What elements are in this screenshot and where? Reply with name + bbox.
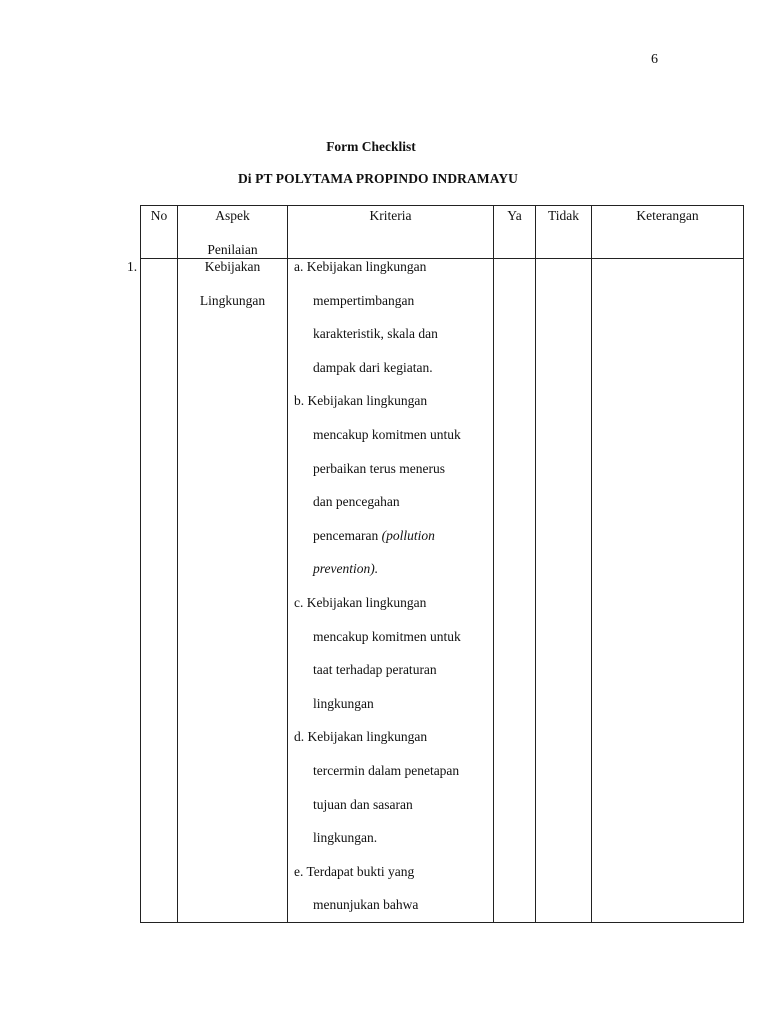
kriteria-b-line2: mencakup komitmen untuk [313, 426, 461, 442]
header-no [141, 206, 178, 259]
aspek-line1: Kebijakan [204, 259, 261, 274]
kriteria-c-line2: mencakup komitmen untuk [313, 628, 461, 644]
kriteria-c-line3: taat terhadap peraturan [313, 662, 437, 678]
row-number: 1. [127, 259, 138, 274]
kriteria-b-line3: perbaikan terus menerus [313, 460, 445, 476]
cell-aspek [178, 259, 288, 923]
header-tidak [536, 206, 592, 259]
header-tidak-label: Tidak [547, 208, 579, 223]
kriteria-c-line1: c. Kebijakan lingkungan [294, 594, 427, 610]
header-ya [494, 206, 536, 259]
kriteria-item-e [294, 855, 493, 922]
kriteria-b-line1: b. Kebijakan lingkungan [294, 393, 428, 409]
kriteria-b-line4: dan pencegahan [313, 494, 400, 510]
kriteria-a-line2: mempertimbangan [313, 292, 415, 308]
cell-tidak [536, 259, 592, 923]
table-row [141, 259, 744, 923]
header-ya-label: Ya [507, 208, 522, 223]
kriteria-b-line5-italic: (pollution [381, 527, 435, 543]
aspek-line2: Lingkungan [199, 292, 266, 308]
kriteria-item-c [294, 586, 493, 720]
kriteria-item-b [294, 384, 493, 586]
kriteria-c-line4: lingkungan [313, 695, 374, 711]
header-keterangan-label: Keterangan [636, 208, 699, 223]
checklist-table [127, 205, 744, 923]
kriteria-b-line5 [294, 519, 493, 553]
header-keterangan [592, 206, 744, 259]
kriteria-item-a [294, 250, 493, 384]
kriteria-e-line2: menunjukan bahwa [313, 897, 419, 913]
form-subtitle: Di PT POLYTAMA PROPINDO INDRAMAYU [237, 171, 519, 186]
kriteria-d-line4: lingkungan. [313, 830, 378, 846]
kriteria-d-line1: d. Kebijakan lingkungan [294, 729, 428, 745]
kriteria-e-line1: e. Terdapat bukti yang [294, 863, 415, 879]
kriteria-a-line3: karakteristik, skala dan [313, 326, 438, 342]
kriteria-a-line4: dampak dari kegiatan. [313, 359, 433, 375]
header-aspek-line1: Aspek [215, 208, 250, 223]
cell-ya [494, 259, 536, 923]
kriteria-item-d [294, 720, 493, 854]
kriteria-a-line1: a. Kebijakan lingkungan [294, 259, 427, 274]
form-title: Form Checklist [326, 139, 416, 154]
kriteria-d-line3: tujuan dan sasaran [313, 796, 413, 812]
page-number: 6 [651, 52, 658, 67]
kriteria-list [288, 250, 493, 922]
cell-kriteria [288, 259, 494, 923]
cell-keterangan [592, 259, 744, 923]
cell-no [127, 259, 178, 923]
kriteria-b-line6: prevention). [313, 561, 379, 577]
header-aspek-line2: Penilaian [207, 242, 258, 257]
kriteria-d-line2: tercermin dalam penetapan [313, 762, 460, 778]
header-kriteria-label: Kriteria [369, 208, 412, 223]
header-no-label: No [150, 208, 168, 223]
kriteria-b-line5-text: pencemaran [313, 527, 382, 543]
